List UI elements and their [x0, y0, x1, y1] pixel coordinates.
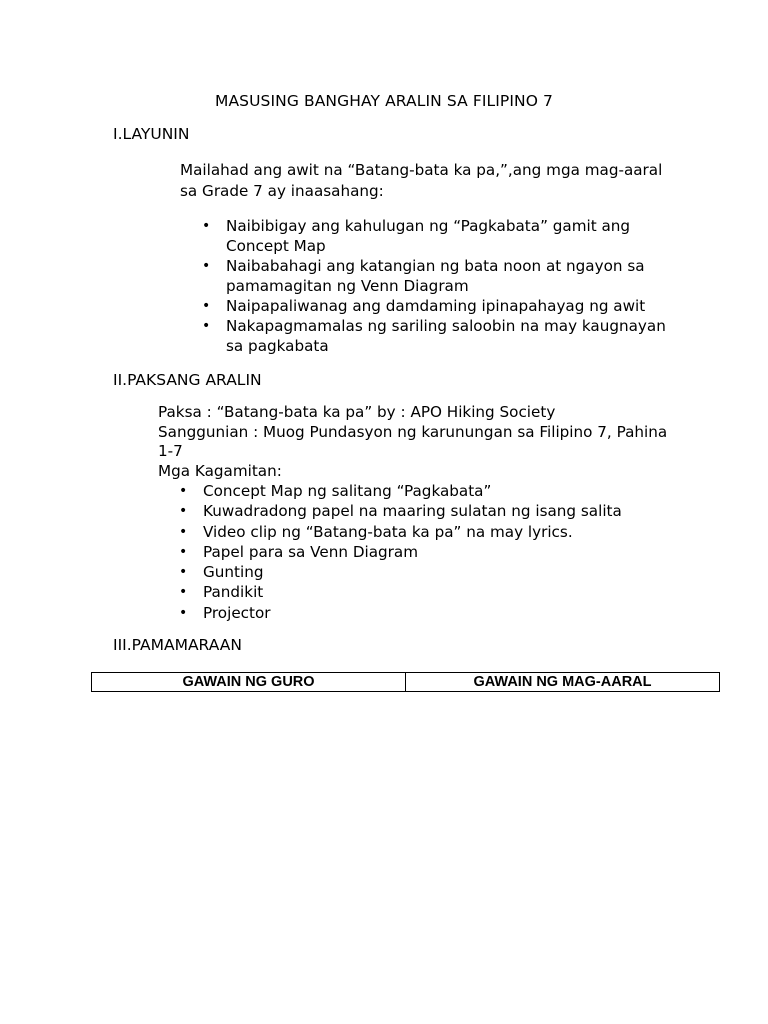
material-item — [179, 522, 683, 542]
objective-line-1: Naipapaliwanag ang damdaming ipinapahayag ng awit — [226, 297, 646, 315]
bullet-icon: • — [179, 604, 188, 621]
bullet-icon: • — [202, 298, 211, 314]
paksang-aralin-details — [158, 403, 698, 481]
objective-item — [202, 256, 686, 296]
bullet-icon: • — [202, 318, 211, 334]
material-label: Projector — [203, 603, 271, 622]
paksa-line: Paksa : “Batang-bata ka pa” by : APO Hiking Society — [158, 403, 556, 421]
material-item — [179, 481, 683, 501]
sanggunian-line-1: Sanggunian : Muog Pundasyon ng karunungan sa Filipino 7, Pahina — [158, 422, 668, 441]
table-header-gawain-ng-guro: GAWAIN NG GURO — [92, 673, 406, 692]
material-label: Kuwadradong papel na maaring sulatan ng isang salita — [203, 502, 622, 521]
material-label: Video clip ng “Batang-bata ka pa” na may lyrics. — [203, 522, 573, 541]
material-label: Pandikit — [203, 583, 264, 602]
bullet-icon: • — [179, 483, 188, 499]
material-label: Concept Map ng salitang “Pagkabata” — [203, 482, 492, 500]
bullet-icon: • — [202, 218, 211, 234]
material-item — [179, 542, 683, 562]
pamamaraan-table — [91, 672, 720, 692]
bullet-icon: • — [202, 258, 211, 274]
section-heading-pamamaraan: III.PAMAMARAAN — [113, 636, 242, 654]
table-header-gawain-ng-mag-aaral: GAWAIN NG MAG-AARAL — [406, 673, 720, 692]
objective-line-2: sa pagkabata — [226, 337, 329, 355]
sanggunian-line-2: 1-7 — [158, 442, 183, 460]
objective-item — [202, 296, 686, 316]
section-heading-layunin: I.LAYUNIN — [113, 125, 190, 143]
objectives-list — [202, 216, 686, 356]
material-item — [179, 501, 683, 521]
section-heading-paksang-aralin: II.PAKSANG ARALIN — [113, 371, 262, 389]
objective-item — [202, 316, 686, 356]
bullet-icon: • — [179, 564, 188, 581]
material-item — [179, 582, 683, 602]
objective-item — [202, 216, 686, 256]
layunin-intro — [180, 160, 700, 202]
material-label: Papel para sa Venn Diagram — [203, 542, 419, 561]
material-item — [179, 562, 683, 582]
table-header-row — [92, 673, 720, 692]
bullet-icon: • — [179, 543, 188, 560]
layunin-intro-line-1: Mailahad ang awit na “Batang-bata ka pa,”,ang mga mag-aaral — [180, 161, 663, 179]
materials-list — [179, 481, 683, 623]
objective-line-2: Concept Map — [226, 237, 326, 255]
bullet-icon: • — [179, 523, 188, 540]
document-title: MASUSING BANGHAY ARALIN SA FILIPINO 7 — [214, 92, 554, 110]
objective-line-1: Naibibigay ang kahulugan ng “Pagkabata” gamit ang — [226, 217, 631, 235]
material-item — [179, 603, 683, 623]
bullet-icon: • — [179, 584, 188, 601]
layunin-intro-line-2: sa Grade 7 ay inaasahang: — [180, 182, 384, 200]
objective-line-1: Naibabahagi ang katangian ng bata noon at ngayon sa — [226, 257, 645, 275]
objective-line-1: Nakapagmamalas ng sariling saloobin na may kaugnayan — [226, 317, 666, 335]
kagamitan-label: Mga Kagamitan: — [158, 461, 282, 480]
objective-line-2: pamamagitan ng Venn Diagram — [226, 277, 469, 295]
material-label: Gunting — [203, 563, 264, 582]
bullet-icon: • — [179, 503, 188, 520]
